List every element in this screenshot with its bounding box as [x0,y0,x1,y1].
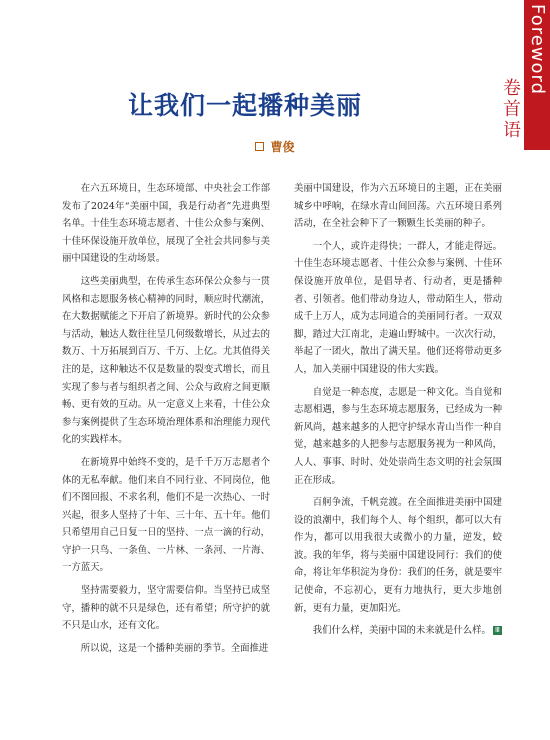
paragraph: 在新境界中始终不变的，是千千万万志愿者个体的无私奉献。他们来自不同行业、不同岗位，他们不图回报、不求名利，他们不是一次热心、一时兴起，很多人坚持了十年、三十年、五十年。他们只希望用自己日复一日的坚持、一点一滴的行动，守护一只鸟、一条鱼、一片林、一条河、一片海、一方蓝天。 [62,456,270,574]
author-line [0,138,550,155]
section-label-english: Foreword [527,4,548,96]
author-name: 曹俊 [270,140,295,154]
article-body [62,180,502,660]
paragraph: 这些美丽典型，在传承生态环保公众参与一贯风格和志愿服务核心精神的同时，顺应时代潮流，在大数据赋能之下开启了新境界。新时代的公众参与活动，触达人数往往呈几何级数增长，从过去的数万、十万拓展到百万、千万、上亿。尤其值得关注的是，这种触达不仅是数量的裂变式增长，而且实现了参与者与组织者之间、公众与政府之间更顺畅、更有效的互动。从一定意义上来看，十佳公众参与案例提供了生态环境治理体系和治理能力现代化的实践样本。 [62,275,270,446]
end-mark-icon: Ⅲ [493,626,502,635]
paragraph: 坚持需要毅力，坚守需要信仰。当坚持已成坚守，播种的就不只是绿色，还有希望；所守护的就不只是山水，还有文化。 [62,585,270,632]
paragraph: 一个人，或许走得快；一群人，才能走得远。十佳生态环境志愿者、十佳公众参与案例、十佳环保设施开放单位，是倡导者、行动者，更是播种者、引领者。他们带动身边人，带动陌生人，带动成千上万人，成为志同道合的美丽同行者。一双双脚，踏过大江南北，走遍山野城中。一次次行动，举起了一团火，散出了满天星。他们还将带动更多人，加入美丽中国建设的伟大实践。 [294,240,502,375]
paragraph: 美丽中国建设，作为六五环境日的主题，正在美丽城乡中呼响，在绿水青山间回荡。六五环境日系列活动，在全社会种下了一颗颗生长美丽的种子。 [294,183,502,230]
closing-text: 我们什么样，美丽中国的未来就是什么样。 [312,625,491,637]
square-bullet-icon [255,142,264,151]
closing-paragraph [294,622,502,640]
paragraph: 在六五环境日，生态环境部、中央社会工作部发布了2024年“美丽中国，我是行动者”先进典型名单。十佳生态环境志愿者、十佳公众参与案例、十佳环保设施开放单位，展现了全社会共同参与美丽中国建设的生动场景。 [62,183,270,265]
left-column [62,180,270,660]
paragraph: 百舸争流，千帆竞渡。在全面推进美丽中国建设的浪潮中，我们每个人、每个组织，都可以大有作为，都可以用我很大或微小的力量，逆发，蛟波。我的年华，将与美丽中国建设同行：我们的使命，将让年华积淀为身份：我们的任务，就是要牢记使命，不忘初心，更有力地执行，更大步地创新，更有力量，更加阳光。 [294,497,502,614]
article-title: 让我们一起播种美丽 [127,91,362,120]
right-column [294,180,502,660]
section-label-chinese: 卷首语 [500,78,521,141]
paragraph: 自觉是一种态度，志愿是一种文化。当自觉和志愿相遇，参与生态环境志愿服务，已经成为一种新风尚，越来越多的人把守护绿水青山当作一种自觉，越来越多的人把参与志愿服务视为一种风尚，人人、事事、时时、处处崇尚生态文明的社会氛围正在形成。 [294,386,502,486]
paragraph: 所以说，这是一个播种美丽的季节。全面推进 [80,642,269,654]
